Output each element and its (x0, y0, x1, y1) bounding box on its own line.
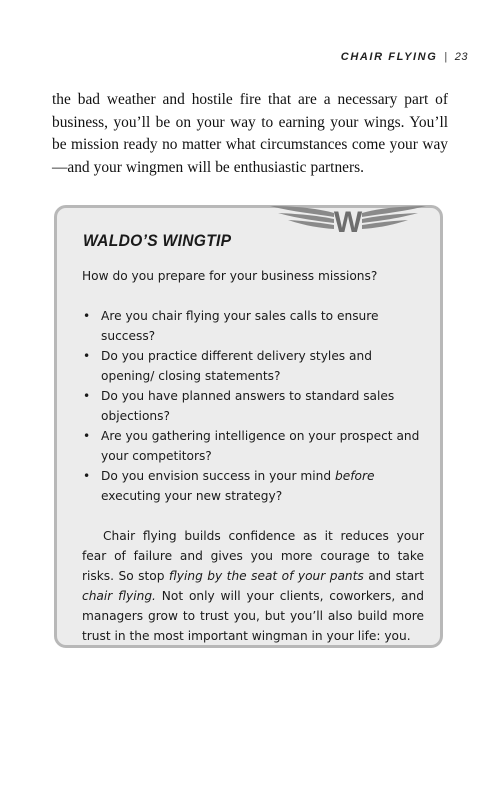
list-item-emphasis: before (335, 469, 375, 483)
closing-emphasis-2: chair flying. (82, 589, 156, 603)
wings-logo-icon (268, 202, 428, 236)
list-item-text: Are you gathering intelligence on your prospect and your competitors? (101, 429, 420, 463)
list-item: • Do you envision success in your mind before executing your new strategy? (83, 469, 375, 503)
bullet-list (82, 306, 424, 506)
list-item-text: Are you chair flying your sales calls to ensure success? (101, 309, 379, 343)
wingtip-title: WALDO’S WINGTIP (83, 231, 232, 250)
list-item-text-post: executing your new strategy? (101, 489, 283, 503)
closing-text-1: Chair flying builds confidence as it reduces your fear of failure and gives you more courage to take risks. So stop (82, 529, 424, 583)
section-title: CHAIR FLYING (340, 51, 438, 63)
closing-emphasis-1: flying by the seat of your pants (168, 569, 364, 583)
list-item-text: Do you have planned answers to standard sales objections? (101, 389, 395, 423)
list-item-text: Do you practice different delivery styles and opening/ closing statements? (101, 349, 372, 383)
list-item: • Do you practice different delivery styles and opening/ closing statements? (83, 349, 372, 383)
closing-text-3: Not only will your clients, coworkers, and managers grow to trust you, but you’ll also build more trust in the most important wingman in your life: you. (82, 589, 424, 643)
closing-paragraph (82, 526, 424, 646)
header-separator: | (444, 51, 448, 63)
page-number: 23 (454, 51, 468, 63)
wingtip-body (82, 266, 424, 646)
intro-paragraph: the bad weather and hostile fire that are a necessary part of business, you’ll be on your way to earning your wings. You’ll be mission ready no matter what circumstances come your way—and your wingmen will be enthusiastic partners. (52, 91, 448, 176)
closing-text-2: and start (363, 569, 424, 583)
wingtip-sidebar (54, 205, 443, 648)
list-item: • Do you have planned answers to standard sales objections? (83, 389, 395, 423)
list-item: • Are you chair flying your sales calls to ensure success? (83, 309, 379, 343)
list-item-text-pre: Do you envision success in your mind (101, 469, 335, 483)
logo-letter: W (333, 206, 363, 236)
running-header (341, 51, 468, 63)
wingtip-question: How do you prepare for your business missions? (82, 269, 378, 283)
list-item: • Are you gathering intelligence on your prospect and your competitors? (83, 429, 420, 463)
